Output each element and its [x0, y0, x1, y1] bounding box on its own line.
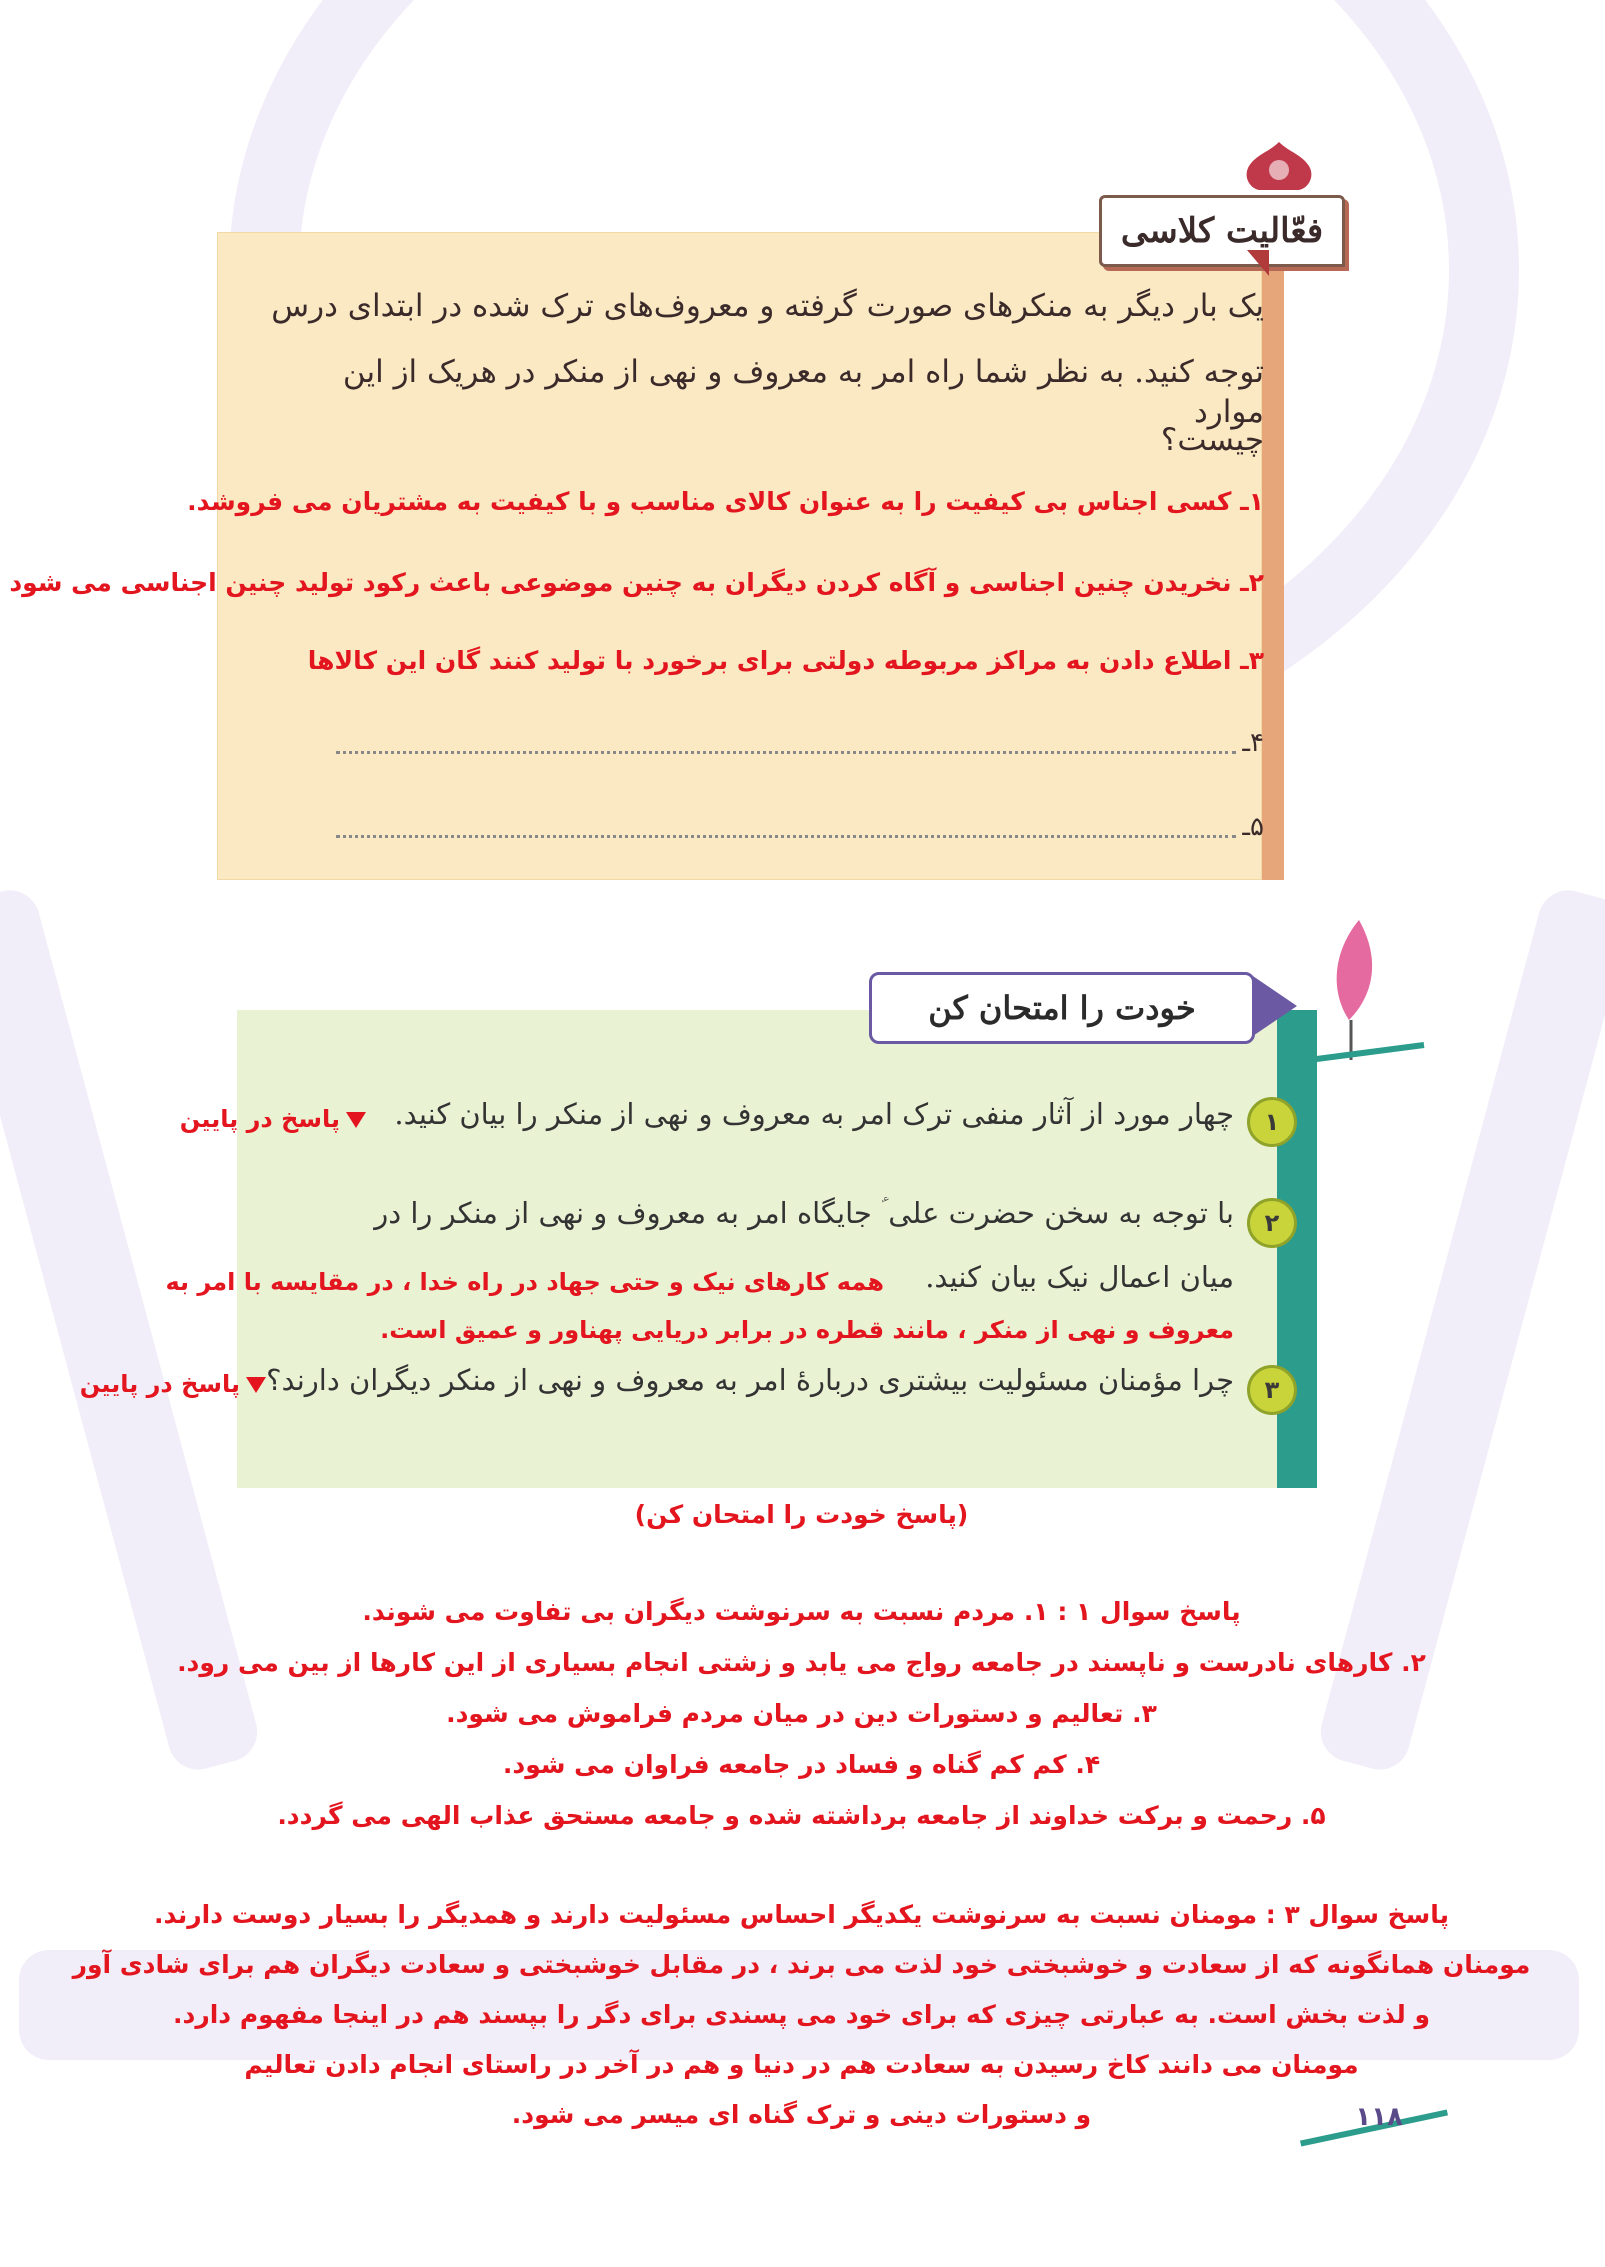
blank-label: ۴ـ	[1243, 728, 1265, 758]
activity-intro-line: یک بار دیگر به منکرهای صورت گرفته و معروف‌های ترک شده در ابتدای درس	[272, 288, 1265, 324]
activity-intro-line: چیست؟	[1161, 422, 1265, 458]
answers-title: (پاسخ خودت را امتحان کن)	[635, 1500, 970, 1529]
class-activity-heading: فعّالیت کلاسی	[1100, 195, 1346, 267]
dotted-line	[337, 817, 1237, 838]
self-test-box	[238, 1010, 1318, 1488]
answer-3-line: مومنان همانگونه که از سعادت و خوشبختی خود لذت می برند ، در مقابل خوشبختی و سعادت دیگران هم برای شادی آور	[73, 1950, 1532, 1979]
heading-tab	[1248, 250, 1270, 276]
question-2-answer-2: معروف و نهی از منکر ، مانند قطره در برابر دریایی پهناور و عمیق است.	[381, 1316, 1235, 1344]
activity-answer-1: ۱ـ کسی اجناس بی کیفیت را به عنوان کالای مناسب و با کیفیت به مشتریان می فروشد.	[188, 487, 1265, 516]
question-2-line-1: با توجه به سخن حضرت علی ؑ جایگاه امر به معروف و نهی از منکر را در	[375, 1196, 1235, 1230]
answer-1-line: ۲. کارهای نادرست و ناپسند در جامعه رواج می یابد و زشتی انجام بسیاری از این کارها از بین می رود.	[178, 1648, 1427, 1677]
question-number-2: ۲	[1248, 1198, 1298, 1248]
activity-intro-line: توجه کنید. به نظر شما راه امر به معروف و نهی از منکر در هریک از این موارد	[343, 354, 1265, 431]
question-number-1: ۱	[1248, 1097, 1298, 1147]
question-number-3: ۳	[1248, 1365, 1298, 1415]
question-2-line-2: میان اعمال نیک بیان کنید.	[926, 1260, 1235, 1294]
ornament-icon	[1240, 140, 1320, 194]
question-2-answer-1: همه کارهای نیک و حتی جهاد در راه خدا ، در مقایسه با امر به	[166, 1268, 885, 1296]
answer-below-link[interactable]	[81, 1370, 267, 1398]
triangle-down-icon	[347, 1112, 367, 1128]
answer-3-line: و لذت بخش است. به عبارتی چیزی که برای خود می پسندی برای دگر را بپسند هم در اینجا مفهوم دارد.	[174, 2000, 1431, 2029]
dotted-line	[337, 733, 1237, 754]
question-1-text: چهار مورد از آثار منفی ترک امر به معروف و نهی از منکر را بیان کنید.	[395, 1097, 1235, 1131]
answer-1-line: ۴. کم کم گناه و فساد در جامعه فراوان می شود.	[503, 1750, 1102, 1779]
answer-3-line: مومنان می دانند کاخ رسیدن به سعادت هم در دنیا و هم در آخر در راستای انجام دادن تعالیم	[245, 2050, 1360, 2079]
answer-below-link[interactable]	[181, 1105, 367, 1133]
answer-1-line: ۵. رحمت و برکت خداوند از جامعه برداشته شده و جامعه مستحق عذاب الهی می گردد.	[278, 1801, 1327, 1830]
answer-1-line: پاسخ سوال ۱ : ۱. مردم نسبت به سرنوشت دیگران بی تفاوت می شوند.	[363, 1597, 1242, 1626]
activity-blank-5[interactable]	[337, 812, 1265, 842]
self-test-heading: خودت را امتحان کن	[870, 972, 1256, 1044]
answer-1-line: ۳. تعالیم و دستورات دین در میان مردم فراموش می شود.	[447, 1699, 1158, 1728]
answer-below-label: پاسخ در پایین	[80, 1370, 241, 1398]
class-activity-box	[218, 232, 1285, 880]
activity-answer-2: ۲ـ نخریدن چنین اجناسی و آگاه کردن دیگران به چنین موضوعی باعث رکود تولید چنین اجناسی می شود	[10, 568, 1265, 597]
page-number: ۱۱۸	[1356, 2102, 1404, 2132]
watermark-bar	[0, 884, 265, 1777]
triangle-down-icon	[247, 1377, 267, 1393]
activity-blank-4[interactable]	[337, 728, 1265, 758]
answer-3-line: پاسخ سوال ۳ : مومنان نسبت به سرنوشت یکدیگر احساس مسئولیت دارند و همدیگر را بسیار دوست دارند.	[154, 1900, 1451, 1929]
answer-below-label: پاسخ در پایین	[180, 1105, 341, 1133]
activity-answer-3: ۳ـ اطلاع دادن به مراکز مربوطه دولتی برای برخورد با تولید کنند گان این کالاها	[308, 646, 1265, 675]
question-3-text: چرا مؤمنان مسئولیت بیشتری دربارهٔ امر به معروف و نهی از منکر دیگران دارند؟	[267, 1363, 1235, 1397]
answer-3-line: و دستورات دینی و ترک گناه ای میسر می شود.	[512, 2100, 1093, 2129]
leaf-icon	[1300, 910, 1430, 1090]
blank-label: ۵ـ	[1243, 812, 1265, 842]
